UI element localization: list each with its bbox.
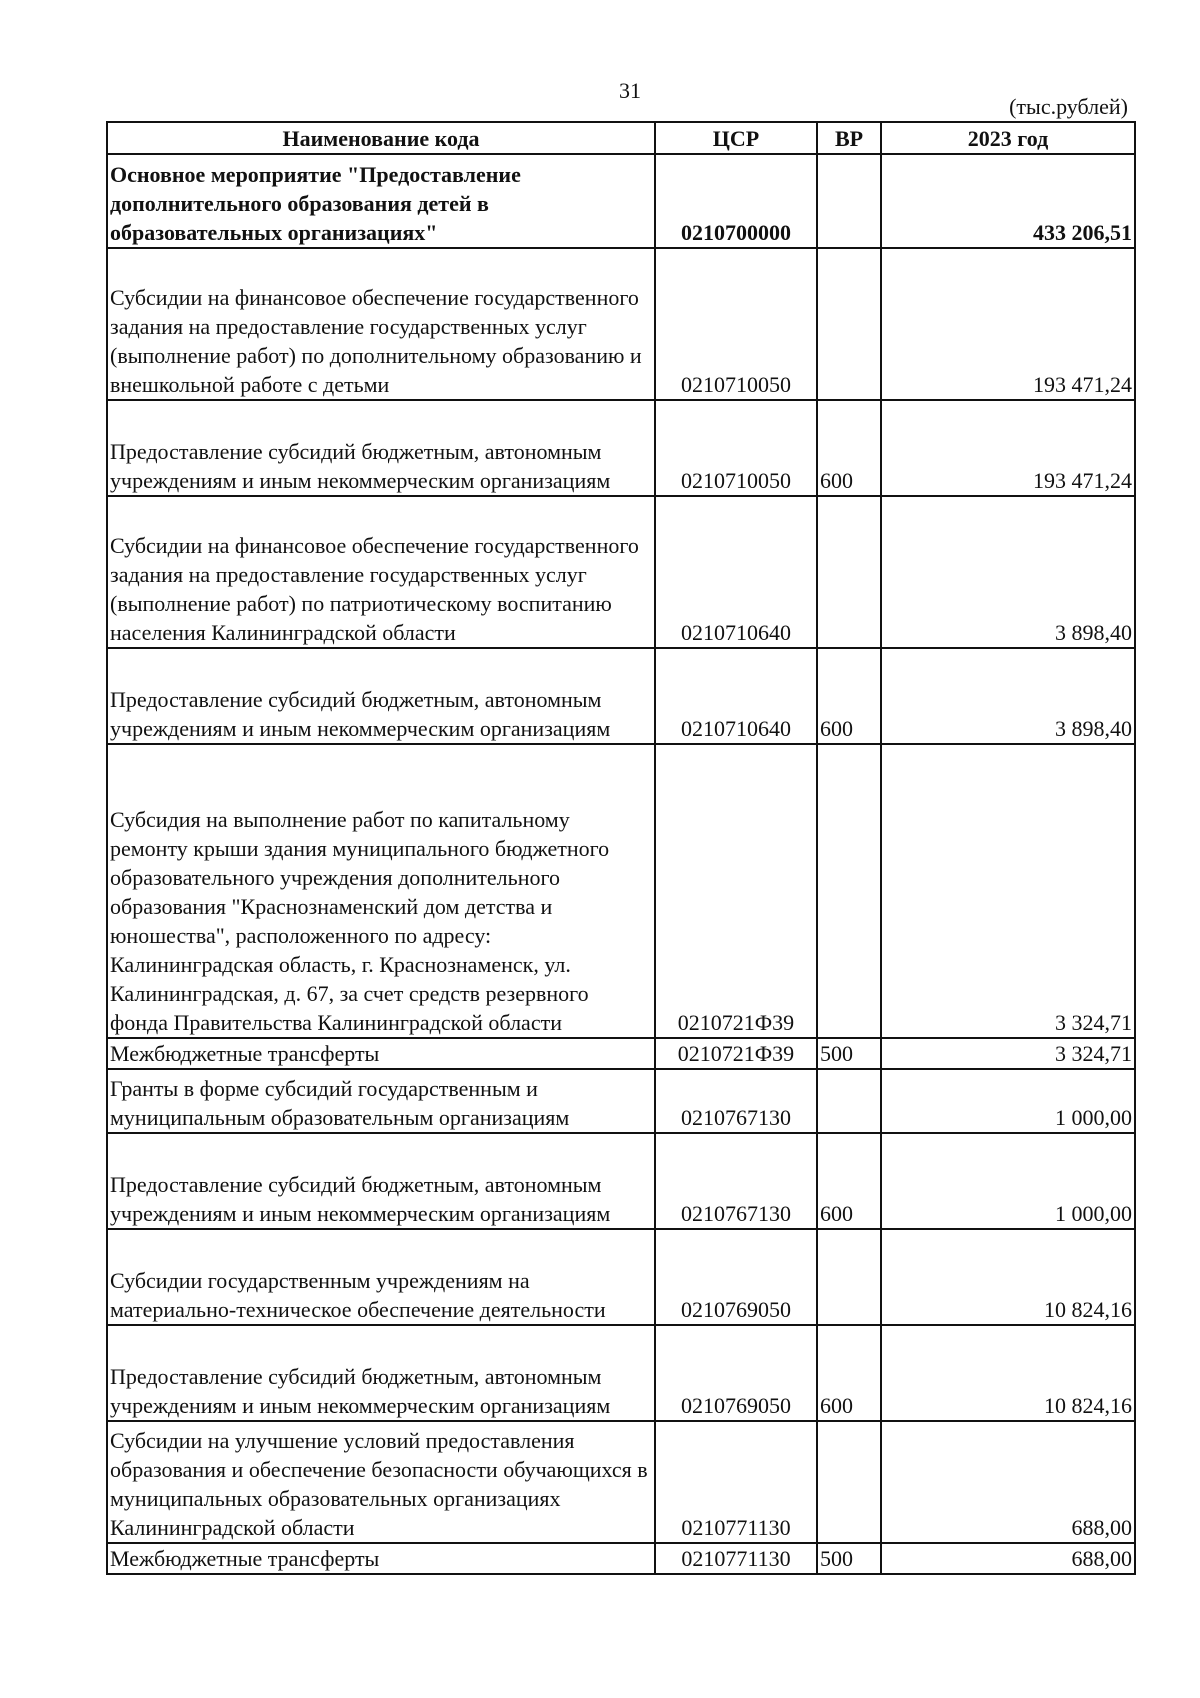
row-sum: 688,00 <box>881 1543 1135 1574</box>
row-csr: 0210767130 <box>655 1133 817 1229</box>
table-row <box>107 648 1135 744</box>
row-name: Предоставление субсидий бюджетным, автономным учреждениям и иным некоммерческим организациям <box>107 1133 655 1229</box>
row-csr: 0210700000 <box>655 154 817 248</box>
row-sum: 1 000,00 <box>881 1133 1135 1229</box>
table-row <box>107 1421 1135 1543</box>
table-row <box>107 1543 1135 1574</box>
row-sum: 3 324,71 <box>881 744 1135 1038</box>
row-vr: 600 <box>817 1133 881 1229</box>
row-name: Субсидии на финансовое обеспечение государственного задания на предоставление государственных услуг (выполнение работ) по патриотическому воспитанию населения Калининградской области <box>107 496 655 648</box>
table-row <box>107 154 1135 248</box>
budget-table <box>106 121 1136 1575</box>
row-name: Субсидия на выполнение работ по капитальному ремонту крыши здания муниципального бюджетного образовательного учреждения дополнительного образования "Краснознаменский дом детства и юношества", расположенного по адресу: Калининградская область, г. Краснознаменск, ул. Калининградская, д. 67, за счет средств резервного фонда Правительства Калининградской области <box>107 744 655 1038</box>
row-name: Субсидии государственным учреждениям на материально-техническое обеспечение деятельности <box>107 1229 655 1325</box>
row-csr: 0210710050 <box>655 400 817 496</box>
row-vr: 600 <box>817 648 881 744</box>
row-vr <box>817 1421 881 1543</box>
header-csr: ЦСР <box>655 122 817 154</box>
table-row <box>107 1133 1135 1229</box>
row-name: Основное мероприятие "Предоставление дополнительного образования детей в образовательных организациях" <box>107 154 655 248</box>
row-vr: 500 <box>817 1543 881 1574</box>
row-sum: 3 324,71 <box>881 1038 1135 1069</box>
header-name: Наименование кода <box>107 122 655 154</box>
row-csr: 0210769050 <box>655 1229 817 1325</box>
row-sum: 433 206,51 <box>881 154 1135 248</box>
table-row <box>107 744 1135 1038</box>
row-csr: 0210710640 <box>655 648 817 744</box>
row-csr: 0210771130 <box>655 1421 817 1543</box>
row-vr <box>817 744 881 1038</box>
row-csr: 0210710640 <box>655 496 817 648</box>
row-csr: 0210721Ф39 <box>655 1038 817 1069</box>
table-row <box>107 496 1135 648</box>
row-sum: 193 471,24 <box>881 248 1135 400</box>
row-vr <box>817 248 881 400</box>
row-vr <box>817 1229 881 1325</box>
row-csr: 0210767130 <box>655 1069 817 1133</box>
row-csr: 0210771130 <box>655 1543 817 1574</box>
row-sum: 1 000,00 <box>881 1069 1135 1133</box>
row-vr <box>817 154 881 248</box>
row-sum: 688,00 <box>881 1421 1135 1543</box>
row-name: Межбюджетные трансферты <box>107 1038 655 1069</box>
table-row <box>107 1229 1135 1325</box>
row-csr: 0210721Ф39 <box>655 744 817 1038</box>
row-name: Межбюджетные трансферты <box>107 1543 655 1574</box>
row-vr: 600 <box>817 1325 881 1421</box>
row-csr: 0210769050 <box>655 1325 817 1421</box>
table-row <box>107 248 1135 400</box>
row-csr: 0210710050 <box>655 248 817 400</box>
row-vr <box>817 1069 881 1133</box>
row-name: Субсидии на финансовое обеспечение государственного задания на предоставление государственных услуг (выполнение работ) по дополнительному образованию и внешкольной работе с детьми <box>107 248 655 400</box>
row-vr: 500 <box>817 1038 881 1069</box>
row-sum: 3 898,40 <box>881 496 1135 648</box>
table-row <box>107 1069 1135 1133</box>
table-row <box>107 1325 1135 1421</box>
table-row <box>107 400 1135 496</box>
row-sum: 193 471,24 <box>881 400 1135 496</box>
row-name: Предоставление субсидий бюджетным, автономным учреждениям и иным некоммерческим организациям <box>107 1325 655 1421</box>
row-name: Предоставление субсидий бюджетным, автономным учреждениям и иным некоммерческим организациям <box>107 648 655 744</box>
header-sum: 2023 год <box>881 122 1135 154</box>
table-row <box>107 1038 1135 1069</box>
row-sum: 10 824,16 <box>881 1229 1135 1325</box>
row-vr: 600 <box>817 400 881 496</box>
row-sum: 3 898,40 <box>881 648 1135 744</box>
row-name: Субсидии на улучшение условий предоставления образования и обеспечение безопасности обучающихся в муниципальных образовательных организациях Калининградской области <box>107 1421 655 1543</box>
row-sum: 10 824,16 <box>881 1325 1135 1421</box>
page-number: 31 <box>619 78 641 103</box>
units-label: (тыс.рублей) <box>1009 94 1128 119</box>
header-vr: ВР <box>817 122 881 154</box>
row-vr <box>817 496 881 648</box>
table-header-row <box>107 122 1135 154</box>
row-name: Предоставление субсидий бюджетным, автономным учреждениям и иным некоммерческим организациям <box>107 400 655 496</box>
row-name: Гранты в форме субсидий государственным и муниципальным образовательным организациям <box>107 1069 655 1133</box>
